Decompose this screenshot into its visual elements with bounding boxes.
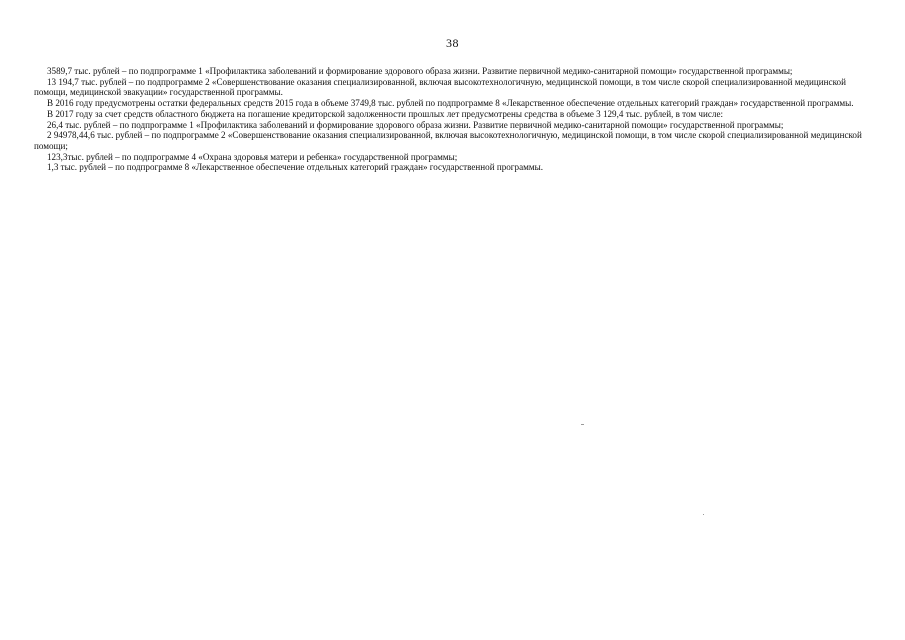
page-number: 38 xyxy=(446,36,459,50)
paragraph: 1,3 тыс. рублей – по подпрограмме 8 «Лекарственное обеспечение отдельных категорий граждан» государственной программы. xyxy=(47,162,544,173)
paragraph: В 2017 году за счет средств областного бюджета на погашение кредиторской задолженности прошлых лет предусмотрены средства в объеме 3 129,4 тыс. рублей, в том числе: xyxy=(47,108,724,119)
paragraph: 2 94978,44,6 тыс. рублей – по подпрограмме 2 «Совершенствование оказания специализированной, включая высокотехнологичную, медицинской помощи, в том числе скорой специализированной медицинской помощи; xyxy=(34,130,862,151)
paragraph: 123,3тыс. рублей – по подпрограмме 4 «Охрана здоровья матери и ребенка» государственной программы; xyxy=(47,151,458,162)
paragraph: В 2016 году предусмотрены остатки федеральных средств 2015 года в объеме 3749,8 тыс. рублей по подпрограмме 8 «Лекарственное обеспечение отдельных категорий граждан» государственной программы. xyxy=(47,98,854,109)
paragraph: 13 194,7 тыс. рублей – по подпрограмме 2 «Совершенствование оказания специализированной, включая высокотехнологичную, медицинской помощи, в том числе скорой специализированной медицинской помощи, медицинской эвакуации» государственной программы. xyxy=(34,76,846,98)
scan-speck xyxy=(703,514,704,515)
document-body xyxy=(34,66,872,173)
paragraph: 3589,7 тыс. рублей – по подпрограмме 1 «Профилактика заболеваний и формирование здорового образа жизни. Развитие первичной медико-санитарной помощи» государственной программы; xyxy=(47,66,793,76)
scan-speck xyxy=(581,424,584,425)
paragraph: 26,4 тыс. рублей – по подпрограмме 1 «Профилактика заболеваний и формирование здорового образа жизни. Развитие первичной медико-санитарной помощи» государственной программы; xyxy=(47,119,784,130)
